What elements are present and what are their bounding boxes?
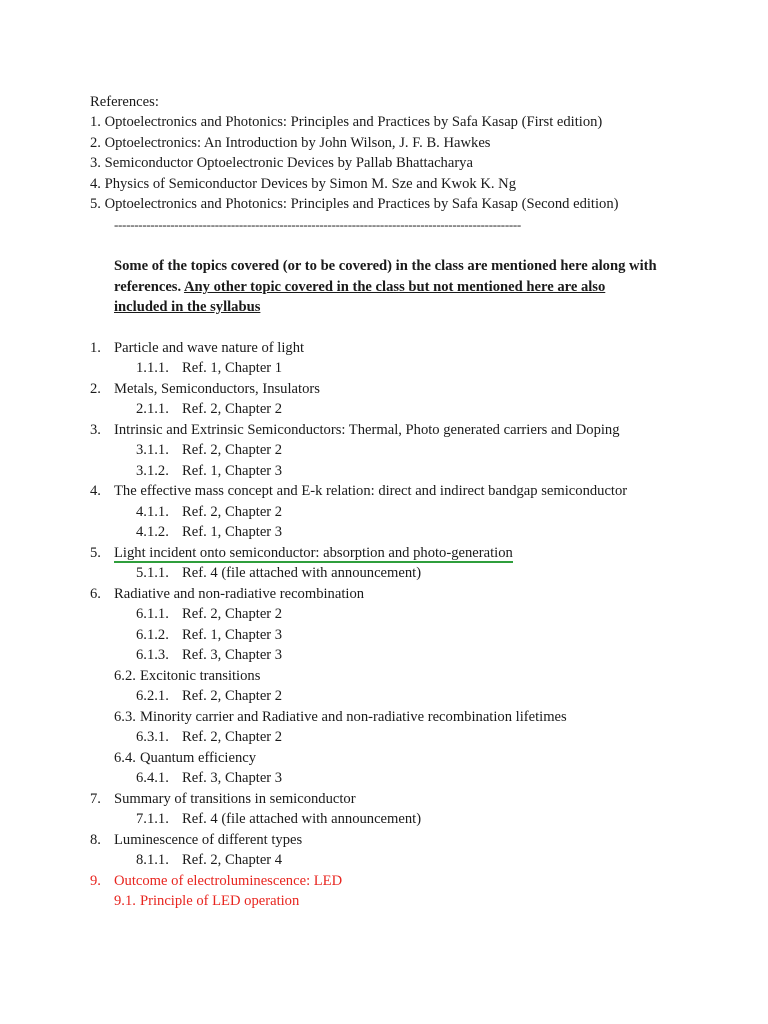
reference-item: 4. Physics of Semiconductor Devices by Simon M. Sze and Kwok K. Ng: [90, 176, 517, 192]
reference-subitem: [136, 563, 421, 583]
subitem-text: Ref. 2, Chapter 4: [182, 852, 283, 868]
topic-number: 4.: [90, 483, 101, 499]
subitem-number: 3.1.1.: [136, 442, 169, 458]
subitem-text: Ref. 4 (file attached with announcement): [182, 811, 422, 827]
topic-number: 9.: [90, 873, 101, 889]
subitem-text: Ref. 1, Chapter 3: [182, 627, 283, 643]
subitem-text: Ref. 4 (file attached with announcement): [182, 565, 422, 581]
topic-item: [90, 379, 320, 399]
subitem-number: 4.1.2.: [136, 524, 169, 540]
subitem-number: 6.2.1.: [136, 688, 169, 704]
subitem-number: 7.1.1.: [136, 811, 169, 827]
subitem-number: 4.1.1.: [136, 504, 169, 520]
subtopic-number: 6.3.: [114, 709, 136, 725]
topic-text: Summary of transitions in semiconductor: [114, 791, 356, 807]
reference-subitem: [136, 686, 282, 706]
notice-underlined-text: Any other topic covered in the class but not mentioned here are also: [183, 279, 606, 295]
topic-number: 6.: [90, 586, 101, 602]
topic-text: Outcome of electroluminescence: LED: [114, 873, 343, 889]
subtopic-text: Principle of LED operation: [140, 893, 300, 909]
notice-line-1: Some of the topics covered (or to be covered) in the class are mentioned here along with: [114, 258, 657, 274]
subitem-number: 3.1.2.: [136, 463, 169, 479]
subitem-number: 6.1.1.: [136, 606, 169, 622]
subitem-number: 1.1.1.: [136, 360, 169, 376]
notice-line-3: included in the syllabus: [114, 299, 261, 315]
reference-item: 5. Optoelectronics and Photonics: Principles and Practices by Safa Kasap (Second edition): [90, 196, 619, 212]
notice-plain-text: references.: [114, 279, 184, 295]
reference-subitem: [136, 645, 282, 665]
subitem-number: 2.1.1.: [136, 401, 169, 417]
subtopic-number: 6.4.: [114, 750, 136, 766]
reference-subitem: [136, 358, 282, 378]
subitem-text: Ref. 2, Chapter 2: [182, 688, 283, 704]
reference-item: 3. Semiconductor Optoelectronic Devices by Pallab Bhattacharya: [90, 155, 473, 171]
subitem-text: Ref. 1, Chapter 3: [182, 463, 283, 479]
subtopic-item: [114, 748, 256, 768]
topic-text: Intrinsic and Extrinsic Semiconductors: Thermal, Photo generated carriers and Doping: [114, 422, 620, 438]
topic-item: [90, 584, 364, 604]
reference-subitem: [136, 461, 282, 481]
subitem-text: Ref. 2, Chapter 2: [182, 401, 283, 417]
notice-line-2: [114, 277, 605, 297]
topic-number: 1.: [90, 340, 101, 356]
subitem-text: Ref. 1, Chapter 1: [182, 360, 283, 376]
topic-text: Luminescence of different types: [114, 832, 303, 848]
subtopic-text: Excitonic transitions: [140, 668, 261, 684]
subitem-text: Ref. 2, Chapter 2: [182, 504, 283, 520]
reference-subitem: [136, 727, 282, 747]
topic-text-highlighted: Light incident onto semiconductor: absorption and photo-generation: [114, 545, 513, 561]
subtopic-item: [114, 666, 260, 686]
reference-subitem: [136, 502, 282, 522]
topic-item-highlighted: [90, 871, 342, 891]
subtopic-text: Minority carrier and Radiative and non-radiative recombination lifetimes: [140, 709, 567, 725]
reference-subitem: [136, 522, 282, 542]
reference-subitem: [136, 440, 282, 460]
subitem-number: 6.1.3.: [136, 647, 169, 663]
subitem-number: 6.1.2.: [136, 627, 169, 643]
subitem-number: 6.3.1.: [136, 729, 169, 745]
subitem-text: Ref. 3, Chapter 3: [182, 647, 283, 663]
topic-number: 2.: [90, 381, 101, 397]
subitem-number: 8.1.1.: [136, 852, 169, 868]
reference-subitem: [136, 809, 421, 829]
topic-item: [90, 481, 627, 501]
reference-subitem: [136, 604, 282, 624]
subitem-text: Ref. 2, Chapter 2: [182, 729, 283, 745]
reference-subitem: [136, 850, 282, 870]
subtopic-number: 6.2.: [114, 668, 136, 684]
topic-text: Radiative and non-radiative recombination: [114, 586, 365, 602]
subtopic-item-highlighted: [114, 891, 299, 911]
topic-number: 7.: [90, 791, 101, 807]
subitem-number: 5.1.1.: [136, 565, 169, 581]
subtopic-number: 9.1.: [114, 893, 136, 909]
subitem-text: Ref. 2, Chapter 2: [182, 606, 283, 622]
subitem-text: Ref. 2, Chapter 2: [182, 442, 283, 458]
subitem-number: 6.4.1.: [136, 770, 169, 786]
subtopic-item: [114, 707, 567, 727]
reference-subitem: [136, 399, 282, 419]
subitem-text: Ref. 1, Chapter 3: [182, 524, 283, 540]
topic-item: [90, 420, 620, 440]
topic-item: [90, 543, 513, 563]
topic-text: The effective mass concept and E-k relation: direct and indirect bandgap semiconductor: [114, 483, 628, 499]
topic-number: 8.: [90, 832, 101, 848]
references-heading: References:: [90, 94, 159, 110]
reference-subitem: [136, 625, 282, 645]
topic-item: [90, 338, 304, 358]
topic-text: Metals, Semiconductors, Insulators: [114, 381, 320, 397]
topic-number: 5.: [90, 545, 101, 561]
topic-item: [90, 830, 302, 850]
separator-line: -----------------------------------------------------------------------------------------------------: [114, 217, 521, 232]
subtopic-text: Quantum efficiency: [140, 750, 257, 766]
subitem-text: Ref. 3, Chapter 3: [182, 770, 283, 786]
reference-subitem: [136, 768, 282, 788]
topic-number: 3.: [90, 422, 101, 438]
reference-item: 1. Optoelectronics and Photonics: Principles and Practices by Safa Kasap (First edition): [90, 114, 603, 130]
topic-item: [90, 789, 356, 809]
reference-item: 2. Optoelectronics: An Introduction by John Wilson, J. F. B. Hawkes: [90, 135, 491, 151]
topic-text: Particle and wave nature of light: [114, 340, 305, 356]
